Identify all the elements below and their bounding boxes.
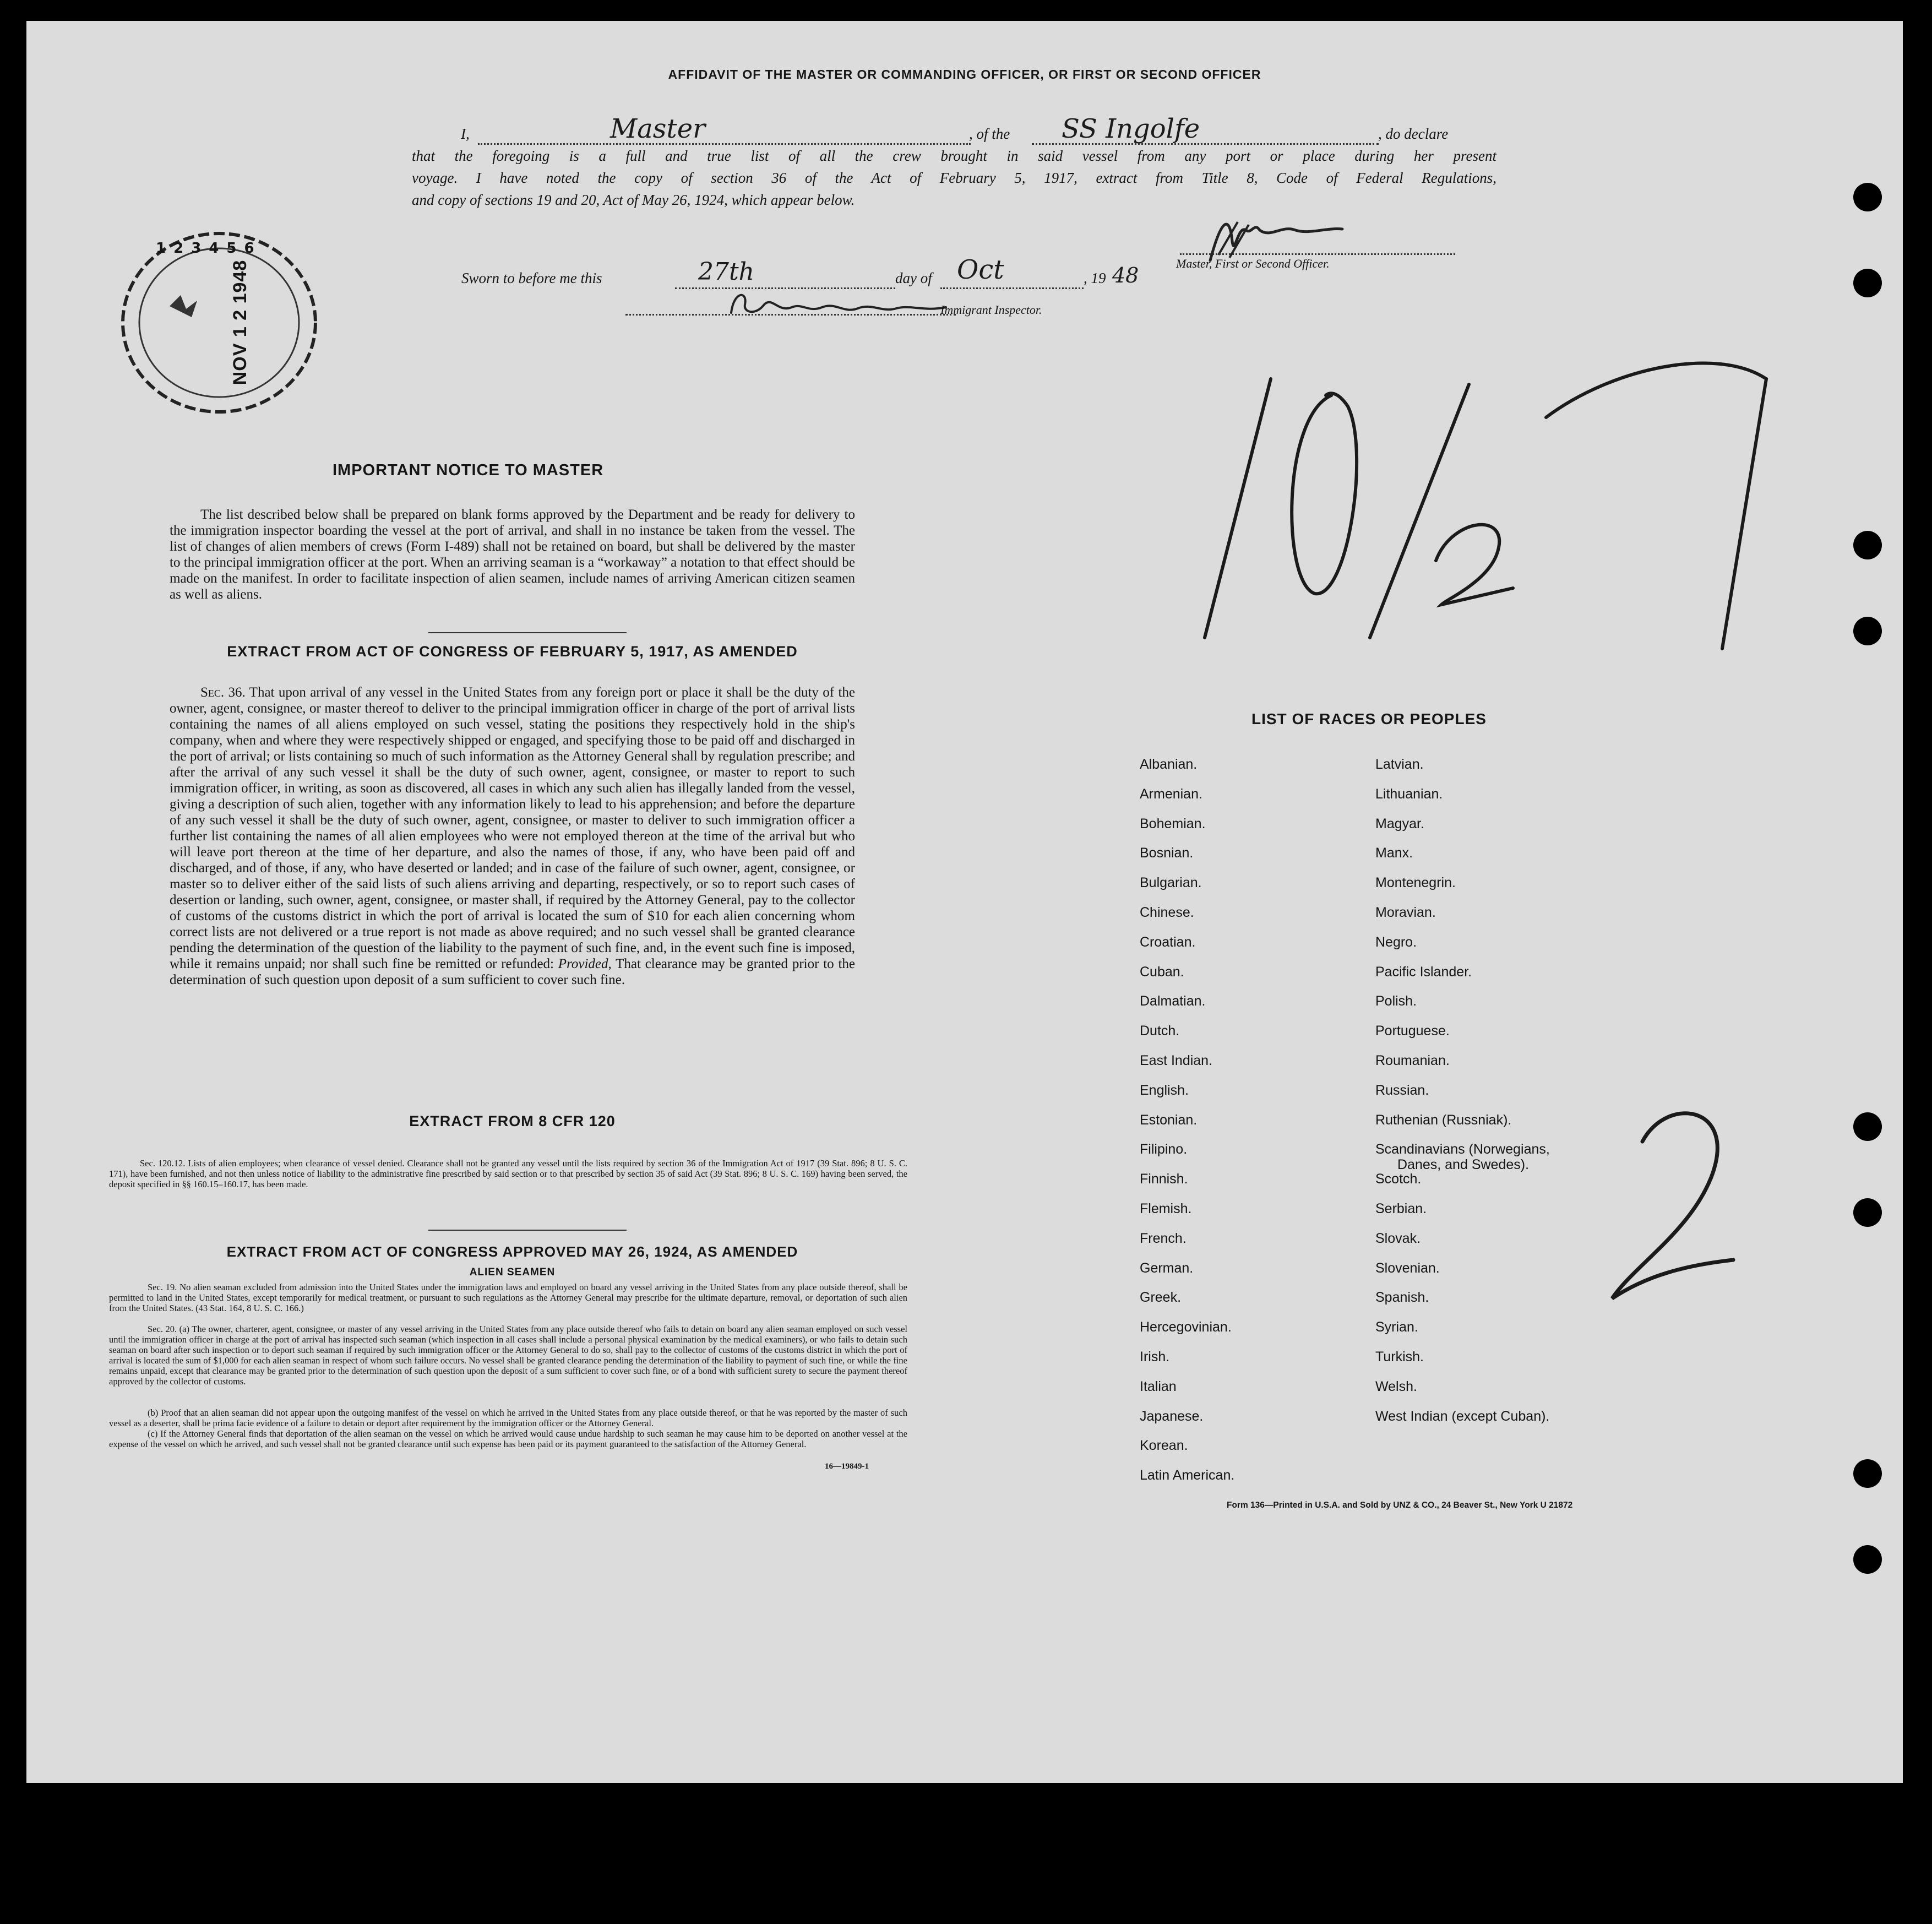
race-item: Bulgarian. — [1140, 875, 1202, 891]
race-item: Italian — [1140, 1378, 1177, 1394]
year-handwritten: 48 — [1112, 263, 1139, 287]
affidavit-title: AFFIDAVIT OF THE MASTER OR COMMANDING OFFICER, OR FIRST OR SECOND OFFICER — [668, 67, 1261, 81]
race-item: French. — [1140, 1230, 1187, 1246]
race-item: Lithuanian. — [1375, 786, 1443, 802]
race-item: Flemish. — [1140, 1201, 1192, 1216]
inspector-label: Immigrant Inspector. — [940, 303, 1042, 317]
race-item: Ruthenian (Russniak). — [1375, 1112, 1512, 1128]
sec-20a-text: Sec. 20. (a) The owner, charterer, agent, consignee, or master of any vessel arriving in the United States from any place outside thereof who fails to detain on board any alien seaman employed on such vessel until the immigration officer in charge at the port of arrival has inspected such seaman (which inspection in all cases shall include a personal physical examination by the medical examiners), or who fails to detain such seaman on board after such inspection or to deport such seaman if required by such immigration officer or the Attorney General to do so, shall pay to the collector of customs of the customs district in which the port of arrival is located the sum of $1,000 for each alien seaman in respect of whom such failure occurs. No vessel shall be granted clearance pending the determination of the liability to payment of such fine, or while the fine remains unpaid, except that clearance may be granted prior to the determination of such question upon the deposit of a sum sufficient to cover such fine, or of a bond with sufficient surety to secure the payment thereof approved by the collector of customs. — [109, 1324, 907, 1387]
race-item: Turkish. — [1375, 1349, 1424, 1365]
day-of-text: day of — [895, 270, 932, 286]
race-item: Bosnian. — [1140, 845, 1194, 861]
stamp-ring-icon — [117, 229, 321, 416]
race-item: Scotch. — [1375, 1171, 1422, 1187]
race-item: West Indian (except Cuban). — [1375, 1408, 1550, 1424]
sec-36-text: That upon arrival of any vessel in the United States from any foreign port or place it shall be the duty of the owner, agent, consignee, or master thereof to deliver to the principal immigration officer in charge of the port of arrival lists containing the names of all aliens employed on such vessel, stating the positions they respectively hold in the ship's company, when and where they were respectively shipped or engaged, and specifying those to be paid off and discharged in the port of arrival; or lists containing so much of such information as the Attorney General shall by regulation prescribe; and after the arrival of any such vessel it shall be the duty of such owner, agent, consignee, or master to report to such immigration officer, in writing, as soon as discovered, all cases in which any such alien has illegally landed from the vessel, giving a description of such alien, together with any information likely to lead to his apprehension; and before the departure of any such vessel it shall be the duty of such owner, agent, consignee, or master to deliver to such immigration officer a further list containing the names of all alien employees who were not employed thereon at the time of the arrival but who will leave port thereon at the time of her departure, and also the names of those, if any, who have been paid off and discharged, and of those, if any, who have deserted or landed; and in case of the failure of such owner, agent, consignee, or master so to deliver either of the said lists of such aliens arriving and departing, respectively, or so to report such cases of desertion or landing, such owner, agent, consignee, or master shall, if required by the Attorney General, pay to the collector of customs of the customs district in which the port of arrival is located the sum of $10 for each alien concerning whom correct lists are not delivered or a true report is not made as above required; and no such vessel shall be granted clearance pending the determination of the question of the liability to the payment of such fine, and, in the event such fine is imposed, while it remains unpaid; nor shall such fine be remitted or refunded: — [170, 685, 855, 971]
affidavit-line-3: voyage. I have noted the copy of section 36 of the Act of February 5, 1917, extract from Title 8, Code of Federal Regulations, — [412, 170, 1496, 186]
race-item: Scandinavians (Norwegians, — [1375, 1142, 1550, 1157]
race-item: Dutch. — [1140, 1023, 1180, 1039]
race-item: Pacific Islander. — [1375, 964, 1472, 980]
sec-20b-text: (b) Proof that an alien seaman did not appear upon the outgoing manifest of the vessel on which he arrived in the United States from any place outside thereof, or that he was reported by the master of such vessel as a deserter, shall be prima facie evidence of a failure to detain or deport after requirement by the immigration officer or the Attorney General. — [109, 1407, 907, 1428]
alien-seamen-subheading: ALIEN SEAMEN — [469, 1267, 556, 1278]
form-footer: Form 136—Printed in U.S.A. and Sold by UNZ & CO., 24 Beaver St., New York U 21872 — [1227, 1501, 1573, 1510]
master-name-handwritten: Master — [610, 113, 706, 144]
stamp-date: NOV 1 2 1948 — [230, 259, 251, 385]
race-item: Albanian. — [1140, 757, 1198, 772]
name-rule — [478, 143, 971, 145]
affidavit-i: I, — [461, 126, 470, 142]
stamp-digit: 2 — [173, 240, 192, 257]
punch-hole-icon — [1853, 1459, 1882, 1488]
race-item: Spanish. — [1375, 1290, 1429, 1306]
race-item: Chinese. — [1140, 905, 1194, 920]
extract-cfr-heading: EXTRACT FROM 8 CFR 120 — [409, 1113, 616, 1129]
race-item: East Indian. — [1140, 1053, 1213, 1068]
handwritten-page-number — [1601, 1100, 1744, 1315]
race-item: Polish. — [1375, 993, 1417, 1009]
stamp-digits — [156, 240, 288, 257]
race-item: Moravian. — [1375, 905, 1436, 920]
sec-36-label: Sec. 36. — [200, 685, 246, 700]
race-item: Irish. — [1140, 1349, 1170, 1365]
extract-1917-text — [170, 684, 855, 988]
race-item: Manx. — [1375, 845, 1413, 861]
race-item: English. — [1140, 1082, 1189, 1098]
day-handwritten: 27th — [698, 258, 755, 286]
race-item: Greek. — [1140, 1290, 1182, 1306]
year-prefix: , 19 — [1084, 270, 1106, 286]
separator — [428, 632, 627, 633]
race-item: Croatian. — [1140, 934, 1196, 950]
race-item: Slovenian. — [1375, 1260, 1440, 1276]
race-item: Finnish. — [1140, 1171, 1188, 1187]
race-item: Magyar. — [1375, 816, 1424, 831]
stamp-digit: 6 — [244, 240, 262, 257]
stamp-digit: 4 — [209, 240, 227, 257]
affidavit-of-the: , of the — [969, 126, 1010, 142]
race-item: Slovak. — [1375, 1230, 1421, 1246]
stamp-digit: 3 — [191, 240, 209, 257]
race-item: Portuguese. — [1375, 1023, 1450, 1039]
race-item: Latvian. — [1375, 757, 1424, 772]
punch-hole-icon — [1853, 183, 1882, 211]
affidavit-line-4: and copy of sections 19 and 20, Act of May 26, 1924, which appear below. — [412, 192, 855, 208]
stamp-digit: 1 — [156, 240, 174, 257]
races-heading: LIST OF RACES OR PEOPLES — [1251, 710, 1487, 727]
race-item: Serbian. — [1375, 1201, 1427, 1216]
notice-heading: IMPORTANT NOTICE TO MASTER — [333, 461, 604, 479]
punch-hole-icon — [1853, 1112, 1882, 1141]
race-item: Syrian. — [1375, 1319, 1418, 1335]
race-item: Hercegovinian. — [1140, 1319, 1232, 1335]
notice-text: The list described below shall be prepared on blank forms approved by the Department and be ready for delivery to the immigration inspector boarding the vessel at the port of arrival, and shall in no instance be taken from the vessel. The list of changes of alien members of crews (Form I-489) shall not be retained on board, but shall be delivered by the master to the principal immigration officer at the port. When an arriving seaman is a “workaway” a notation to that effect should be made on the manifest. In order to facilitate inspection of alien seamen, include names of arriving American citizen seamen as well as aliens. — [170, 507, 855, 602]
race-item: Korean. — [1140, 1438, 1188, 1454]
sworn-text: Sworn to before me this — [461, 270, 602, 286]
race-item: Roumanian. — [1375, 1053, 1450, 1068]
race-item: Filipino. — [1140, 1142, 1188, 1157]
race-item: Danes, and Swedes). — [1397, 1157, 1530, 1173]
sec-19-text: Sec. 19. No alien seaman excluded from admission into the United States under the immigration laws and employed on board any vessel arriving in the United States from any place outside thereof, shall be permitted to land in the United States, except temporarily for medical treatment, or pursuant to such regulations as the Attorney General may prescribe for the ultimate departure, removal, or deportation of such alien from the United States. (43 Stat. 164, 8 U. S. C. 166.) — [109, 1282, 907, 1313]
race-item: Welsh. — [1375, 1378, 1417, 1394]
race-item: Negro. — [1375, 934, 1417, 950]
master-signature-rule — [1180, 253, 1455, 255]
race-item: Cuban. — [1140, 964, 1184, 980]
separator — [428, 1230, 627, 1231]
affidavit-line-2: that the foregoing is a full and true list of all the crew brought in said vessel from any port or place during her present — [412, 148, 1496, 164]
race-item: Estonian. — [1140, 1112, 1198, 1128]
month-handwritten: Oct — [957, 254, 1004, 285]
punch-hole-icon — [1853, 531, 1882, 559]
race-item: Bohemian. — [1140, 816, 1206, 831]
race-item: Latin American. — [1140, 1468, 1235, 1483]
extract-1924-heading: EXTRACT FROM ACT OF CONGRESS APPROVED MAY 26, 1924, AS AMENDED — [226, 1243, 798, 1260]
punch-hole-icon — [1853, 1545, 1882, 1574]
form-number: 16—19849-1 — [825, 1462, 869, 1471]
date-stamp — [117, 229, 321, 416]
punch-hole-icon — [1853, 269, 1882, 297]
race-item: Russian. — [1375, 1082, 1429, 1098]
race-item: Montenegrin. — [1375, 875, 1456, 891]
race-item: Dalmatian. — [1140, 993, 1206, 1009]
affidavit-do-declare: , do declare — [1378, 126, 1449, 142]
sec-36-end: That clearance may be granted prior to the determination of such question upon deposit of a sum sufficient to cover such fine. — [170, 956, 855, 987]
punch-hole-icon — [1853, 617, 1882, 645]
handwritten-date-10-27 — [1161, 329, 1794, 671]
race-item: Japanese. — [1140, 1408, 1204, 1424]
extract-1917-heading: EXTRACT FROM ACT OF CONGRESS OF FEBRUARY 5, 1917, AS AMENDED — [227, 643, 798, 660]
punch-hole-icon — [1853, 1198, 1882, 1227]
race-item: German. — [1140, 1260, 1194, 1276]
stamp-digit: 5 — [226, 240, 244, 257]
document-page — [26, 21, 1903, 1783]
sec-20c-text: (c) If the Attorney General finds that deportation of the alien seaman on the vessel on which he arrived would cause undue hardship to such seaman he may cause him to be deported on another vessel at the expense of the vessel on which he arrived, and such vessel shall not be granted clearance until such expense has been paid or its payment guaranteed to the satisfaction of the Attorney General. — [109, 1428, 907, 1449]
race-item: Armenian. — [1140, 786, 1202, 802]
inspector-signature — [726, 285, 957, 324]
master-signature-label: Master, First or Second Officer. — [1176, 257, 1330, 270]
provided-word: Provided, — [558, 956, 612, 971]
extract-cfr-text: Sec. 120.12. Lists of alien employees; when clearance of vessel denied. Clearance shall not be granted any vessel until the lists required by section 36 of the Immigration Act of 1917 (39 Stat. 896; 8 U. S. C. 171), have been furnished, and not then unless notice of liability to the administrative fine prescribed by said section or to that prescribed by section 35 of said Act (39 Stat. 896; 8 U. S. C. 169) having been served, the deposit specified in §§ 160.15–160.17, has been made. — [109, 1158, 907, 1189]
month-rule — [940, 287, 1084, 289]
vessel-name-handwritten: SS Ingolfe — [1062, 113, 1200, 144]
